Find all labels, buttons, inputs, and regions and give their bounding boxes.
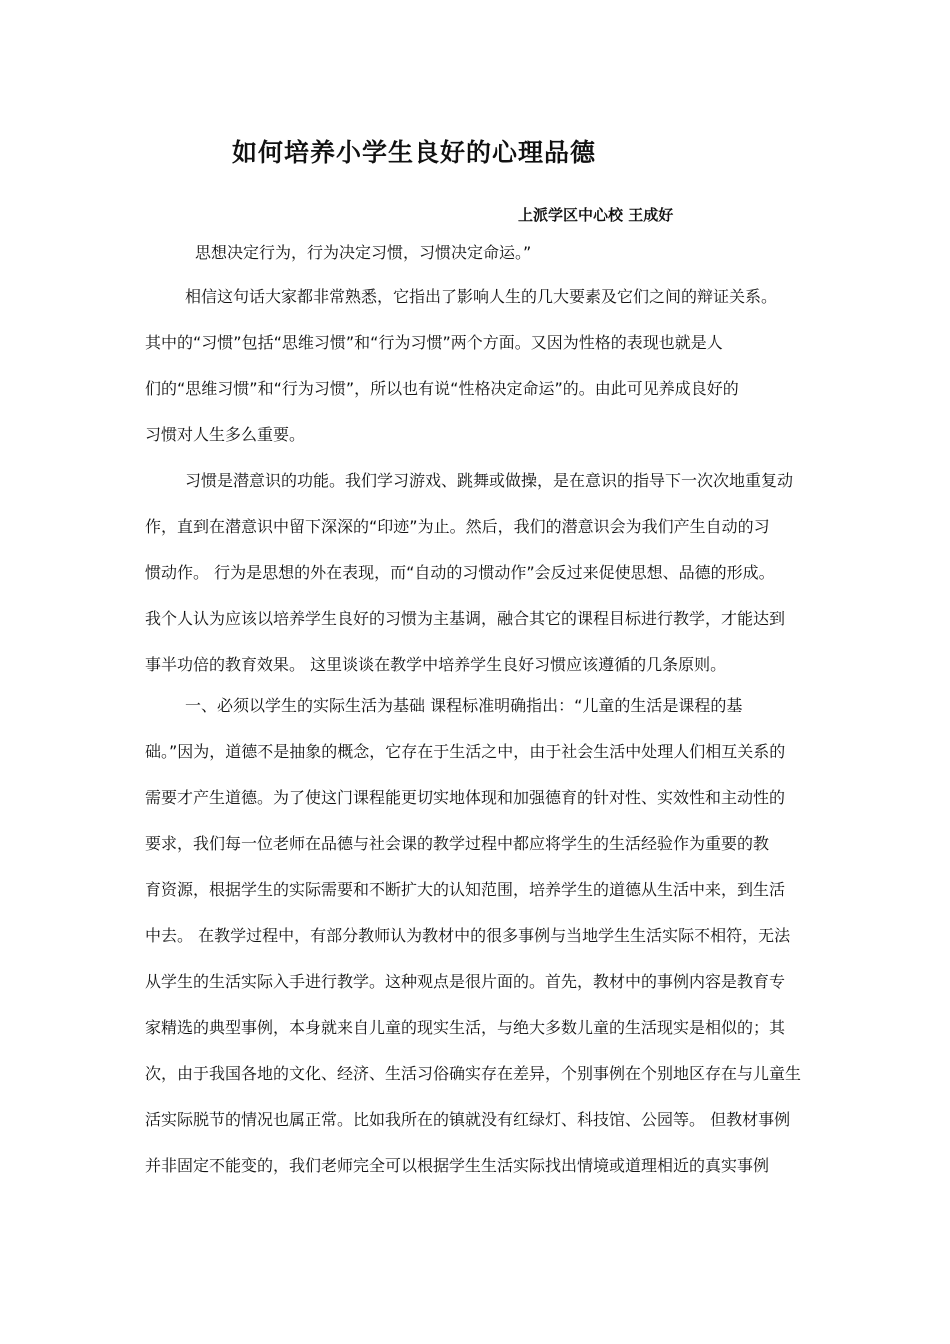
body-line: 要求，我们每一位老师在品德与社会课的教学过程中都应将学生的生活经验作为重要的教 bbox=[145, 834, 770, 853]
section-heading-line: 一、必须以学生的实际生活为基础 课程标准明确指出：“儿童的生活是课程的基 bbox=[185, 696, 743, 715]
body-line: 们的“思维习惯”和“行为习惯”，所以也有说“性格决定命运”的。由此可见养成良好的 bbox=[145, 379, 739, 398]
body-line: 我个人认为应该以培养学生良好的习惯为主基调，融合其它的课程目标进行教学，才能达到 bbox=[145, 609, 786, 628]
body-line: 习惯对人生多么重要。 bbox=[145, 425, 306, 444]
body-line: 事半功倍的教育效果。 这里谈谈在教学中培养学生良好习惯应该遵循的几条原则。 bbox=[145, 655, 727, 674]
body-line: 活实际脱节的情况也属正常。比如我所在的镇就没有红绿灯、科技馆、公园等。 但教材事例 bbox=[145, 1110, 791, 1129]
body-line: 础。”因为，道德不是抽象的概念，它存在于生活之中，由于社会生活中处理人们相互关系的 bbox=[145, 742, 786, 761]
body-line: 从学生的生活实际入手进行教学。这种观点是很片面的。首先，教材中的事例内容是教育专 bbox=[145, 972, 786, 991]
body-line: 相信这句话大家都非常熟悉，它指出了影响人生的几大要素及它们之间的辩证关系。 bbox=[185, 287, 778, 306]
body-line: 中去。 在教学过程中，有部分教师认为教材中的很多事例与当地学生生活实际不相符，无法 bbox=[145, 926, 791, 945]
body-line: 习惯是潜意识的功能。我们学习游戏、跳舞或做操，是在意识的指导下一次次地重复动 bbox=[185, 471, 794, 490]
body-line: 惯动作。 行为是思想的外在表现，而“自动的习惯动作”会反过来促使思想、品德的形成。 bbox=[145, 563, 775, 582]
body-line: 次，由于我国各地的文化、经济、生活习俗确实存在差异，个别事例在个别地区存在与儿童生 bbox=[145, 1064, 802, 1083]
body-line: 并非固定不能变的，我们老师完全可以根据学生生活实际找出情境或道理相近的真实事例 bbox=[145, 1156, 770, 1175]
quote-line: 思想决定行为，行为决定习惯，习惯决定命运。” bbox=[195, 243, 532, 262]
body-line: 育资源，根据学生的实际需要和不断扩大的认知范围，培养学生的道德从生活中来，到生活 bbox=[145, 880, 786, 899]
body-line: 家精选的典型事例，本身就来自儿童的现实生活，与绝大多数儿童的生活现实是相似的；其 bbox=[145, 1018, 786, 1037]
body-line: 其中的“习惯”包括“思维习惯”和“行为习惯”两个方面。又因为性格的表现也就是人 bbox=[145, 333, 723, 352]
body-line: 作，直到在潜意识中留下深深的“印迹”为止。然后，我们的潜意识会为我们产生自动的习 bbox=[145, 517, 770, 536]
author-line: 上派学区中心校 王成好 bbox=[518, 206, 674, 224]
body-line: 需要才产生道德。为了使这门课程能更切实地体现和加强德育的针对性、实效性和主动性的 bbox=[145, 788, 786, 807]
document-title: 如何培养小学生良好的心理品德 bbox=[232, 138, 597, 167]
